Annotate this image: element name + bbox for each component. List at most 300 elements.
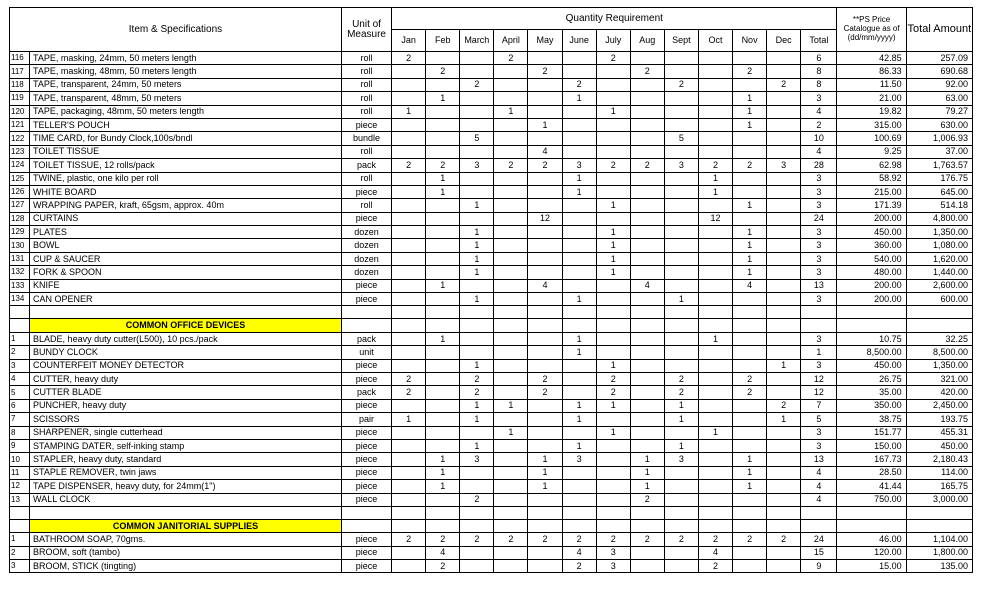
table-row (10, 533, 973, 546)
qty-cell: 1 (460, 252, 494, 265)
qty-cell: 1 (460, 266, 494, 279)
qty-total-cell: 3 (801, 239, 837, 252)
empty-cell (528, 506, 562, 519)
qty-cell (562, 212, 596, 225)
qty-cell (698, 453, 732, 466)
qty-cell (596, 279, 630, 292)
qty-cell (494, 78, 528, 91)
price-cell: 100.69 (837, 132, 906, 145)
qty-cell (630, 359, 664, 372)
qty-cell: 2 (460, 493, 494, 506)
item-number: 4 (10, 372, 30, 385)
qty-cell: 2 (767, 533, 801, 546)
qty-cell (528, 132, 562, 145)
qty-total-cell: 4 (801, 105, 837, 118)
qty-cell (460, 212, 494, 225)
qty-cell (767, 466, 801, 479)
price-cell: 41.44 (837, 480, 906, 493)
qty-cell: 1 (528, 466, 562, 479)
qty-cell: 1 (733, 118, 767, 131)
price-cell: 200.00 (837, 212, 906, 225)
qty-cell: 1 (733, 466, 767, 479)
unit-cell: roll (341, 145, 391, 158)
qty-cell: 1 (426, 453, 460, 466)
month-header-3: April (494, 30, 528, 52)
month-header-2: March (460, 30, 494, 52)
qty-total-cell: 3 (801, 266, 837, 279)
qty-cell: 1 (460, 359, 494, 372)
amount-cell: 1,620.00 (906, 252, 972, 265)
section-title: COMMON OFFICE DEVICES (30, 319, 342, 332)
qty-cell (733, 493, 767, 506)
qty-cell (767, 386, 801, 399)
qty-cell (392, 252, 426, 265)
qty-cell: 1 (733, 92, 767, 105)
qty-cell (596, 439, 630, 452)
price-cell: 19.82 (837, 105, 906, 118)
qty-total-cell: 3 (801, 199, 837, 212)
qty-cell: 2 (664, 372, 698, 385)
qty-cell (562, 279, 596, 292)
qty-cell (664, 480, 698, 493)
qty-cell (767, 480, 801, 493)
qty-cell: 1 (392, 413, 426, 426)
qty-cell (596, 453, 630, 466)
total-amount-header: Total Amount (906, 8, 972, 52)
qty-cell (596, 493, 630, 506)
qty-cell (733, 293, 767, 306)
amount-cell: 8,500.00 (906, 346, 972, 359)
item-number: 124 (10, 159, 30, 172)
price-cell: 42.85 (837, 52, 906, 65)
price-cell: 540.00 (837, 252, 906, 265)
item-number: 134 (10, 293, 30, 306)
unit-cell: piece (341, 439, 391, 452)
qty-cell (426, 145, 460, 158)
price-cell: 150.00 (837, 439, 906, 452)
item-name: SCISSORS (30, 413, 342, 426)
qty-cell: 1 (733, 453, 767, 466)
qty-cell (664, 172, 698, 185)
qty-cell (767, 346, 801, 359)
table-row (10, 52, 973, 65)
qty-cell (664, 212, 698, 225)
qty-cell (528, 293, 562, 306)
qty-cell: 2 (426, 533, 460, 546)
qty-total-cell: 3 (801, 92, 837, 105)
qty-cell (767, 226, 801, 239)
qty-cell: 2 (528, 386, 562, 399)
unit-cell: piece (341, 453, 391, 466)
qty-cell (664, 145, 698, 158)
qty-cell: 2 (528, 533, 562, 546)
empty-cell (341, 506, 391, 519)
qty-total-cell: 7 (801, 399, 837, 412)
item-number: 8 (10, 426, 30, 439)
qty-cell (630, 239, 664, 252)
qty-cell (562, 65, 596, 78)
qty-cell: 4 (630, 279, 664, 292)
qty-cell (528, 439, 562, 452)
qty-cell (630, 426, 664, 439)
amount-cell: 92.00 (906, 78, 972, 91)
empty-cell (630, 519, 664, 532)
qty-cell (392, 172, 426, 185)
empty-cell (494, 519, 528, 532)
qty-cell (698, 266, 732, 279)
qty-cell (392, 212, 426, 225)
qty-total-cell: 10 (801, 132, 837, 145)
qty-cell (596, 466, 630, 479)
qty-cell (494, 466, 528, 479)
qty-cell: 1 (562, 346, 596, 359)
qty-cell (733, 172, 767, 185)
table-row (10, 185, 973, 198)
unit-cell: piece (341, 399, 391, 412)
empty-cell (664, 519, 698, 532)
qty-cell: 1 (596, 426, 630, 439)
unit-cell: roll (341, 52, 391, 65)
qty-cell (767, 92, 801, 105)
qty-cell (630, 132, 664, 145)
table-row (10, 453, 973, 466)
item-number: 123 (10, 145, 30, 158)
qty-cell (392, 239, 426, 252)
item-name: BOWL (30, 239, 342, 252)
qty-cell (596, 132, 630, 145)
qty-cell (460, 105, 494, 118)
unit-cell: roll (341, 199, 391, 212)
qty-cell (630, 560, 664, 573)
qty-cell: 1 (494, 105, 528, 118)
empty-cell (698, 306, 732, 319)
qty-total-cell: 1 (801, 346, 837, 359)
empty-cell (341, 319, 391, 332)
table-row (10, 413, 973, 426)
qty-cell (528, 546, 562, 559)
amount-cell: 455.31 (906, 426, 972, 439)
empty-cell (733, 306, 767, 319)
qty-cell (392, 560, 426, 573)
price-header: **PS Price Catalogue as of (dd/mm/yyyy) (837, 8, 906, 52)
qty-cell (733, 413, 767, 426)
empty-cell (664, 319, 698, 332)
price-cell: 200.00 (837, 279, 906, 292)
qty-cell (596, 480, 630, 493)
qty-cell: 2 (596, 159, 630, 172)
qty-cell (460, 92, 494, 105)
qty-cell (426, 426, 460, 439)
qty-cell: 1 (596, 252, 630, 265)
month-header-11: Dec (767, 30, 801, 52)
qty-cell (494, 212, 528, 225)
qty-cell: 2 (596, 386, 630, 399)
qty-cell (698, 105, 732, 118)
qty-cell: 1 (698, 172, 732, 185)
qty-cell (528, 399, 562, 412)
qty-cell: 1 (733, 480, 767, 493)
qty-cell (630, 332, 664, 345)
qty-cell (528, 226, 562, 239)
qty-cell (698, 439, 732, 452)
qty-cell (426, 52, 460, 65)
qty-cell: 1 (562, 439, 596, 452)
item-name: TIME CARD, for Bundy Clock,100s/bndl (30, 132, 342, 145)
table-row (10, 426, 973, 439)
qty-cell: 1 (664, 399, 698, 412)
qty-total-cell: 15 (801, 546, 837, 559)
qty-cell: 2 (767, 78, 801, 91)
empty-cell (460, 519, 494, 532)
qty-cell (494, 359, 528, 372)
item-number: 12 (10, 480, 30, 493)
item-name: KNIFE (30, 279, 342, 292)
qty-cell (767, 546, 801, 559)
item-name: WHITE BOARD (30, 185, 342, 198)
unit-cell: roll (341, 105, 391, 118)
qty-cell (528, 185, 562, 198)
item-number: 1 (10, 533, 30, 546)
unit-cell: pack (341, 159, 391, 172)
qty-cell (698, 372, 732, 385)
qty-cell: 1 (494, 426, 528, 439)
qty-cell: 1 (460, 399, 494, 412)
empty-cell (494, 306, 528, 319)
empty-cell (426, 306, 460, 319)
qty-cell (494, 172, 528, 185)
qty-cell (392, 199, 426, 212)
qty-cell (698, 145, 732, 158)
qty-cell: 1 (528, 480, 562, 493)
amount-cell: 165.75 (906, 480, 972, 493)
qty-cell (494, 413, 528, 426)
qty-cell (426, 493, 460, 506)
qty-cell (562, 252, 596, 265)
item-number: 131 (10, 252, 30, 265)
price-cell: 15.00 (837, 560, 906, 573)
qty-cell (528, 239, 562, 252)
unit-cell: piece (341, 212, 391, 225)
qty-cell (596, 413, 630, 426)
table-row (10, 293, 973, 306)
qty-cell (698, 279, 732, 292)
price-cell: 38.75 (837, 413, 906, 426)
qty-cell: 1 (596, 266, 630, 279)
qty-cell: 1 (460, 439, 494, 452)
qty-cell (596, 212, 630, 225)
price-cell: 171.39 (837, 199, 906, 212)
qty-cell (562, 466, 596, 479)
qty-cell (392, 493, 426, 506)
price-cell: 28.50 (837, 466, 906, 479)
item-number: 122 (10, 132, 30, 145)
price-cell: 750.00 (837, 493, 906, 506)
qty-cell (733, 145, 767, 158)
unit-cell: piece (341, 372, 391, 385)
qty-cell: 1 (426, 466, 460, 479)
qty-cell (562, 359, 596, 372)
qty-cell (630, 118, 664, 131)
unit-cell: piece (341, 466, 391, 479)
qty-total-cell: 3 (801, 359, 837, 372)
requirement-sheet (9, 7, 973, 573)
item-number: 1 (10, 332, 30, 345)
amount-cell: 645.00 (906, 185, 972, 198)
qty-cell (426, 226, 460, 239)
empty-cell (767, 319, 801, 332)
empty-cell (392, 506, 426, 519)
unit-cell: bundle (341, 132, 391, 145)
qty-cell: 1 (460, 413, 494, 426)
item-number: 116 (10, 52, 30, 65)
amount-cell: 37.00 (906, 145, 972, 158)
empty-cell (698, 319, 732, 332)
qty-cell (767, 453, 801, 466)
amount-cell: 3,000.00 (906, 493, 972, 506)
table-row (10, 92, 973, 105)
qty-cell (664, 92, 698, 105)
qty-cell: 1 (426, 480, 460, 493)
item-number: 118 (10, 78, 30, 91)
qty-cell (664, 65, 698, 78)
section-header-office-devices (10, 319, 973, 332)
item-spec-header: Item & Specifications (10, 8, 342, 52)
qty-cell (733, 399, 767, 412)
qty-cell (767, 118, 801, 131)
unit-cell: pair (341, 413, 391, 426)
qty-cell: 2 (392, 533, 426, 546)
item-name: PUNCHER, heavy duty (30, 399, 342, 412)
qty-cell (664, 266, 698, 279)
qty-cell (392, 453, 426, 466)
qty-cell: 2 (664, 78, 698, 91)
item-number: 129 (10, 226, 30, 239)
qty-cell: 2 (528, 372, 562, 385)
item-name: PLATES (30, 226, 342, 239)
empty-cell (630, 306, 664, 319)
table-row (10, 145, 973, 158)
qty-cell (426, 266, 460, 279)
empty-cell (562, 306, 596, 319)
unit-cell: roll (341, 65, 391, 78)
qty-cell (630, 92, 664, 105)
unit-cell: roll (341, 78, 391, 91)
qty-total-cell: 6 (801, 52, 837, 65)
unit-cell: piece (341, 493, 391, 506)
qty-cell (767, 199, 801, 212)
amount-cell: 321.00 (906, 372, 972, 385)
table-row (10, 399, 973, 412)
qty-cell (494, 332, 528, 345)
amount-cell: 257.09 (906, 52, 972, 65)
qty-cell (562, 105, 596, 118)
table-row (10, 346, 973, 359)
qty-cell (630, 293, 664, 306)
table-row (10, 118, 973, 131)
table-row (10, 359, 973, 372)
qty-cell: 1 (460, 226, 494, 239)
empty-cell (341, 306, 391, 319)
empty-cell (837, 506, 906, 519)
qty-cell: 1 (562, 92, 596, 105)
empty-cell (562, 319, 596, 332)
qty-cell (426, 199, 460, 212)
item-number: 2 (10, 546, 30, 559)
qty-cell: 1 (562, 172, 596, 185)
item-name: FORK & SPOON (30, 266, 342, 279)
qty-cell (767, 132, 801, 145)
qty-cell (494, 199, 528, 212)
qty-cell (767, 293, 801, 306)
qty-cell: 2 (733, 533, 767, 546)
item-name: TELLER'S POUCH (30, 118, 342, 131)
unit-cell: piece (341, 426, 391, 439)
amount-cell: 2,450.00 (906, 399, 972, 412)
qty-cell: 1 (698, 332, 732, 345)
item-name: TWINE, plastic, one kilo per roll (30, 172, 342, 185)
qty-cell (664, 52, 698, 65)
qty-cell (630, 145, 664, 158)
amount-cell: 4,800.00 (906, 212, 972, 225)
item-number: 7 (10, 413, 30, 426)
qty-total-cell: 12 (801, 386, 837, 399)
item-number: 119 (10, 92, 30, 105)
qty-cell (733, 132, 767, 145)
empty-cell (767, 519, 801, 532)
price-cell: 86.33 (837, 65, 906, 78)
empty-cell (10, 319, 30, 332)
month-header-7: Aug (630, 30, 664, 52)
qty-cell (528, 359, 562, 372)
table-row (10, 386, 973, 399)
qty-cell: 1 (426, 92, 460, 105)
qty-cell (596, 293, 630, 306)
qty-cell: 2 (630, 493, 664, 506)
qty-cell (460, 65, 494, 78)
qty-cell (426, 372, 460, 385)
table-row (10, 159, 973, 172)
item-name: STAMPING DATER, self-inking stamp (30, 439, 342, 452)
price-cell: 315.00 (837, 118, 906, 131)
qty-cell (528, 413, 562, 426)
qty-cell (767, 426, 801, 439)
item-number: 9 (10, 439, 30, 452)
qty-cell (698, 199, 732, 212)
table-row (10, 266, 973, 279)
item-name: WRAPPING PAPER, kraft, 65gsm, approx. 40m (30, 199, 342, 212)
qty-cell (664, 252, 698, 265)
qty-cell: 2 (562, 533, 596, 546)
qty-cell: 1 (630, 453, 664, 466)
price-cell: 167.73 (837, 453, 906, 466)
qty-cell (630, 212, 664, 225)
price-cell: 480.00 (837, 266, 906, 279)
qty-cell (562, 239, 596, 252)
empty-cell (460, 306, 494, 319)
empty-cell (906, 506, 972, 519)
qty-cell: 1 (698, 426, 732, 439)
item-number: 126 (10, 185, 30, 198)
qty-cell (460, 466, 494, 479)
item-name: BUNDY CLOCK (30, 346, 342, 359)
qty-cell (596, 346, 630, 359)
qty-cell (392, 426, 426, 439)
qty-cell (767, 105, 801, 118)
qty-cell: 2 (630, 533, 664, 546)
price-cell: 35.00 (837, 386, 906, 399)
qty-cell (494, 386, 528, 399)
qty-cell (630, 226, 664, 239)
